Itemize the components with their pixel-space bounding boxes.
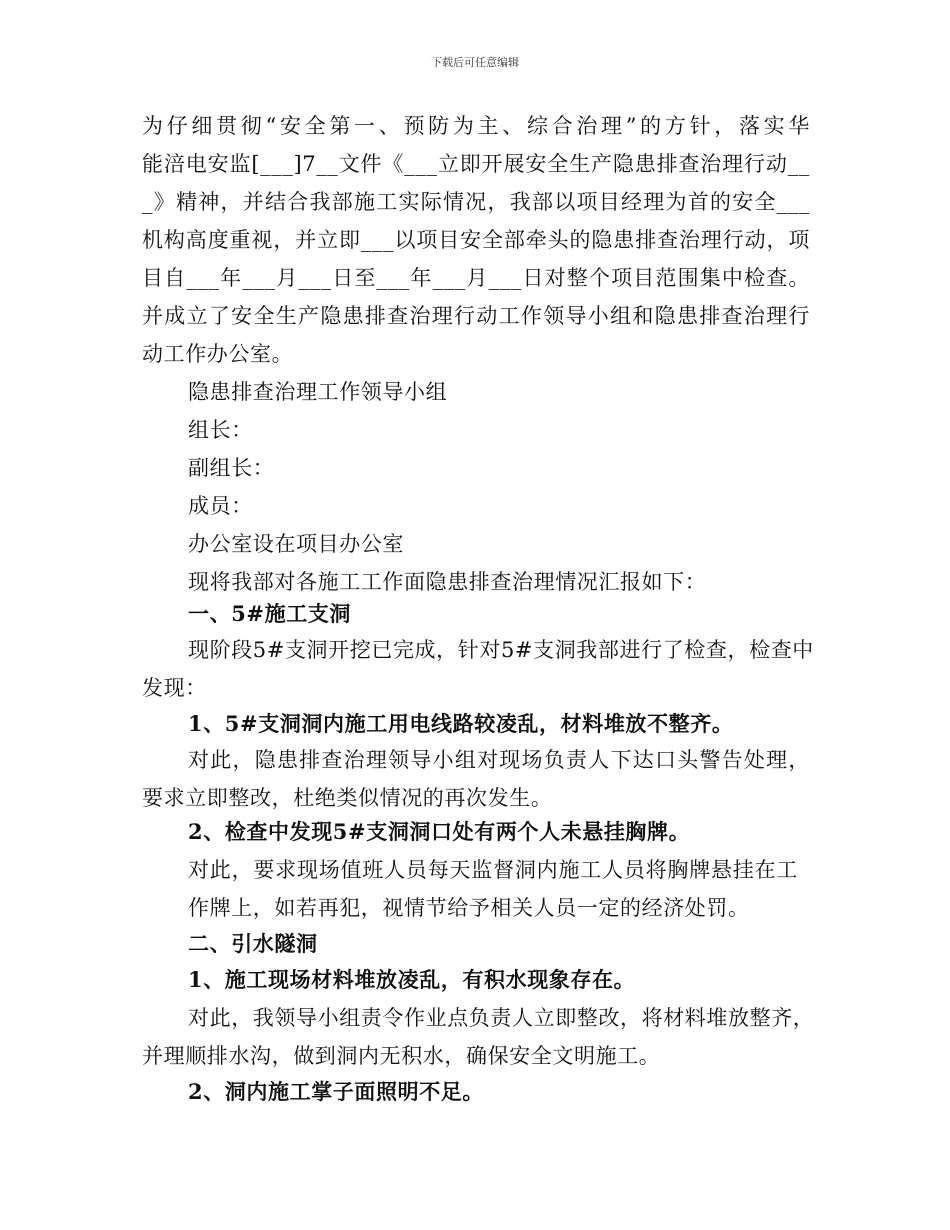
- leader-label: 组长：: [188, 418, 253, 442]
- intro-line-3: _》精神，并结合我部施工实际情况，我部以项目经理为首的安全___: [142, 190, 810, 214]
- section1-item2-line-2: 作牌上，如若再犯，视情节给予相关人员一定的经济处罚。: [188, 896, 750, 920]
- intro-line-2: 能涪电安监[___]7__文件《___立即开展安全生产隐患排查治理行动__: [142, 152, 810, 176]
- intro-line-7: 动工作办公室。: [142, 342, 294, 366]
- page-header: 下载后可任意编辑: [431, 56, 519, 69]
- section1-line-1: 现阶段5#支洞开挖已完成，针对5#支洞我部进行了检查，检查中: [188, 638, 814, 662]
- section2-item1-line-2: 并理顺排水沟，做到洞内无积水，确保安全文明施工。: [142, 1044, 661, 1068]
- section1-item1-title: 1、5#支洞洞内施工用电线路较凌乱，材料堆放不整齐。: [188, 711, 734, 736]
- intro-line-1: 为仔细贯彻“安全第一、预防为主、综合治理”的方针，落实华: [142, 114, 810, 138]
- section1-item1-line-1: 对此，隐患排查治理领导小组对现场负责人下达口头警告处理，: [188, 748, 810, 772]
- section1-item2-line-1: 对此，要求现场值班人员每天监督洞内施工人员将胸牌悬挂在工: [188, 858, 798, 882]
- group-title: 隐患排查治理工作领导小组: [188, 380, 448, 404]
- intro-line-5: 目自___年___月___日至___年___月___日对整个项目范围集中检查。: [142, 266, 810, 290]
- section2-item1-title: 1、施工现场材料堆放凌乱，有积水现象存在。: [188, 967, 636, 992]
- section1-heading: 一、5#施工支洞: [188, 601, 352, 626]
- deputy-label: 副组长：: [188, 456, 275, 480]
- section1-item2-title: 2、检查中发现5#支洞洞口处有两个人未悬挂胸牌。: [188, 819, 691, 844]
- members-label: 成员：: [188, 494, 253, 518]
- section1-line-2: 发现：: [142, 676, 207, 700]
- intro-line-4: 机构高度重视，并立即___以项目安全部牵头的隐患排查治理行动，项: [142, 228, 810, 252]
- section1-item1-line-2: 要求立即整改，杜绝类似情况的再次发生。: [142, 786, 553, 810]
- office-note: 办公室设在项目办公室: [188, 532, 404, 556]
- section2-item2-title: 2、洞内施工掌子面照明不足。: [188, 1079, 485, 1104]
- intro-line-6: 并成立了安全生产隐患排查治理行动工作领导小组和隐患排查治理行: [142, 304, 810, 328]
- section2-item1-line-1: 对此，我领导小组责令作业点负责人立即整改，将材料堆放整齐，: [188, 1006, 815, 1030]
- report-intro: 现将我部对各施工工作面隐患排查治理情况汇报如下：: [188, 570, 707, 594]
- section2-heading: 二、引水隧洞: [188, 931, 318, 956]
